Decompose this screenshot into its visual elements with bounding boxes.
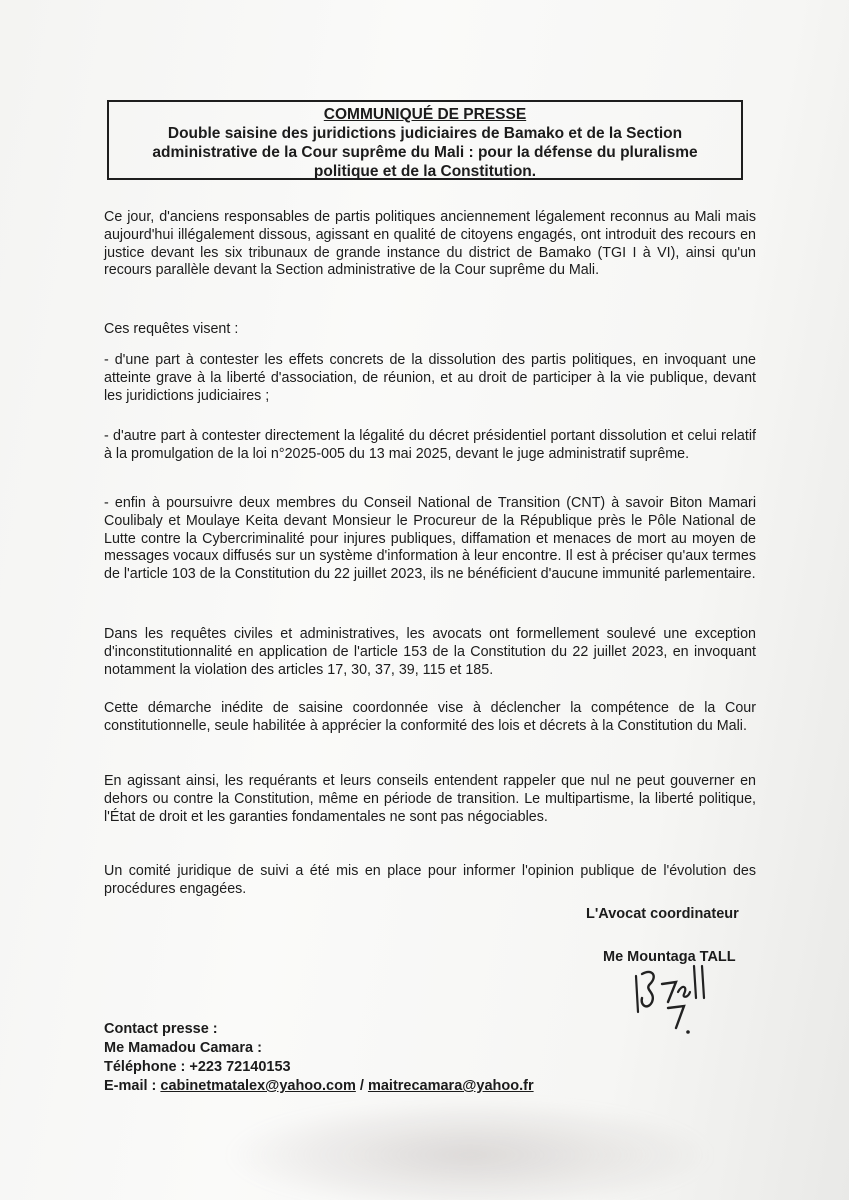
signatory-name: Me Mountaga TALL [603,949,736,965]
subtitle-line-3: politique et de la Constitution. [313,163,537,180]
paragraph-point-2: - d'autre part à contester directement la légalité du décret présidentiel portant dissolution et celui relatif à la promulgation de la loi n°2025-005 du 13 mai 2025, devant le juge administratif suprême. [104,428,756,462]
contact-block [104,1020,534,1096]
page-title: COMMUNIQUÉ DE PRESSE [323,106,527,123]
paragraph-requetes-intro: Ces requêtes visent : [104,321,239,337]
signatory-role: L'Avocat coordinateur [586,906,739,922]
contact-label: Contact presse : [104,1021,218,1037]
paragraph-demarche: Cette démarche inédite de saisine coordonnée vise à déclencher la compétence de la Cour constitutionnelle, seule habilitée à apprécier la conformité des lois et décrets à la Constitution du Mali. [104,700,756,734]
header-box [107,100,743,180]
paragraph-point-3: - enfin à poursuivre deux membres du Conseil National de Transition (CNT) à savoir Biton Mamari Coulibaly et Moulaye Keita devant Monsieur le Procureur de la République près le Pôle National de Lutte contre la Cybercriminalité pour injures publiques, diffamation et menaces de mort au moyen de messages vocaux diffusés sur un système d'information à leur encontre. Il est à préciser qu'aux termes de l'article 103 de la Constitution du 22 juillet 2023, ils ne bénéficient d'aucune immunité parlementaire. [104,495,756,583]
email-label: E-mail : [104,1078,157,1094]
paragraph-comite: Un comité juridique de suivi a été mis en place pour informer l'opinion publique de l'évolution des procédures engagées. [104,863,756,897]
handwritten-signature [622,962,722,1042]
subtitle-line-2: administrative de la Cour suprême du Mali : pour la défense du pluralisme [152,144,698,161]
paragraph-point-1: - d'une part à contester les effets concrets de la dissolution des partis politiques, en invoquant une atteinte grave à la liberté d'association, de réunion, et au droit de participer à la vie publique, devant les juridictions judiciaires ; [104,352,756,404]
contact-email-line [104,1077,534,1096]
email-separator: / [359,1078,364,1094]
email-link-1[interactable]: cabinetmatalex@yahoo.com [160,1078,356,1094]
subtitle-line-1: Double saisine des juridictions judiciaires de Bamako et de la Section [167,125,683,142]
email-link-2[interactable]: maitrecamara@yahoo.fr [367,1078,534,1094]
paragraph-intro: Ce jour, d'anciens responsables de partis politiques anciennement légalement reconnus au Mali mais aujourd'hui illégalement dissous, agissant en qualité de citoyens engagés, ont introduit des recours en justice devant les six tribunaux de grande instance du district de Bamako (TGI I à VI), ainsi qu'un recours parallèle devant la Section administrative de la Cour suprême du Mali. [104,209,756,279]
scan-smudge [230,1100,710,1200]
paragraph-rappel: En agissant ainsi, les requérants et leurs conseils entendent rappeler que nul ne peut gouverner en dehors ou contre la Constitution, même en période de transition. Le multipartisme, la liberté politique, l'État de droit et les garanties fondamentales ne sont pas négociables. [104,773,756,825]
paragraph-exception: Dans les requêtes civiles et administratives, les avocats ont formellement soulevé une exception d'inconstitutionnalité en application de l'article 153 de la Constitution du 22 juillet 2023, en invoquant notamment la violation des articles 17, 30, 37, 39, 115 et 185. [104,626,756,678]
contact-phone: Téléphone : +223 72140153 [104,1059,291,1075]
contact-person: Me Mamadou Camara : [104,1040,262,1056]
